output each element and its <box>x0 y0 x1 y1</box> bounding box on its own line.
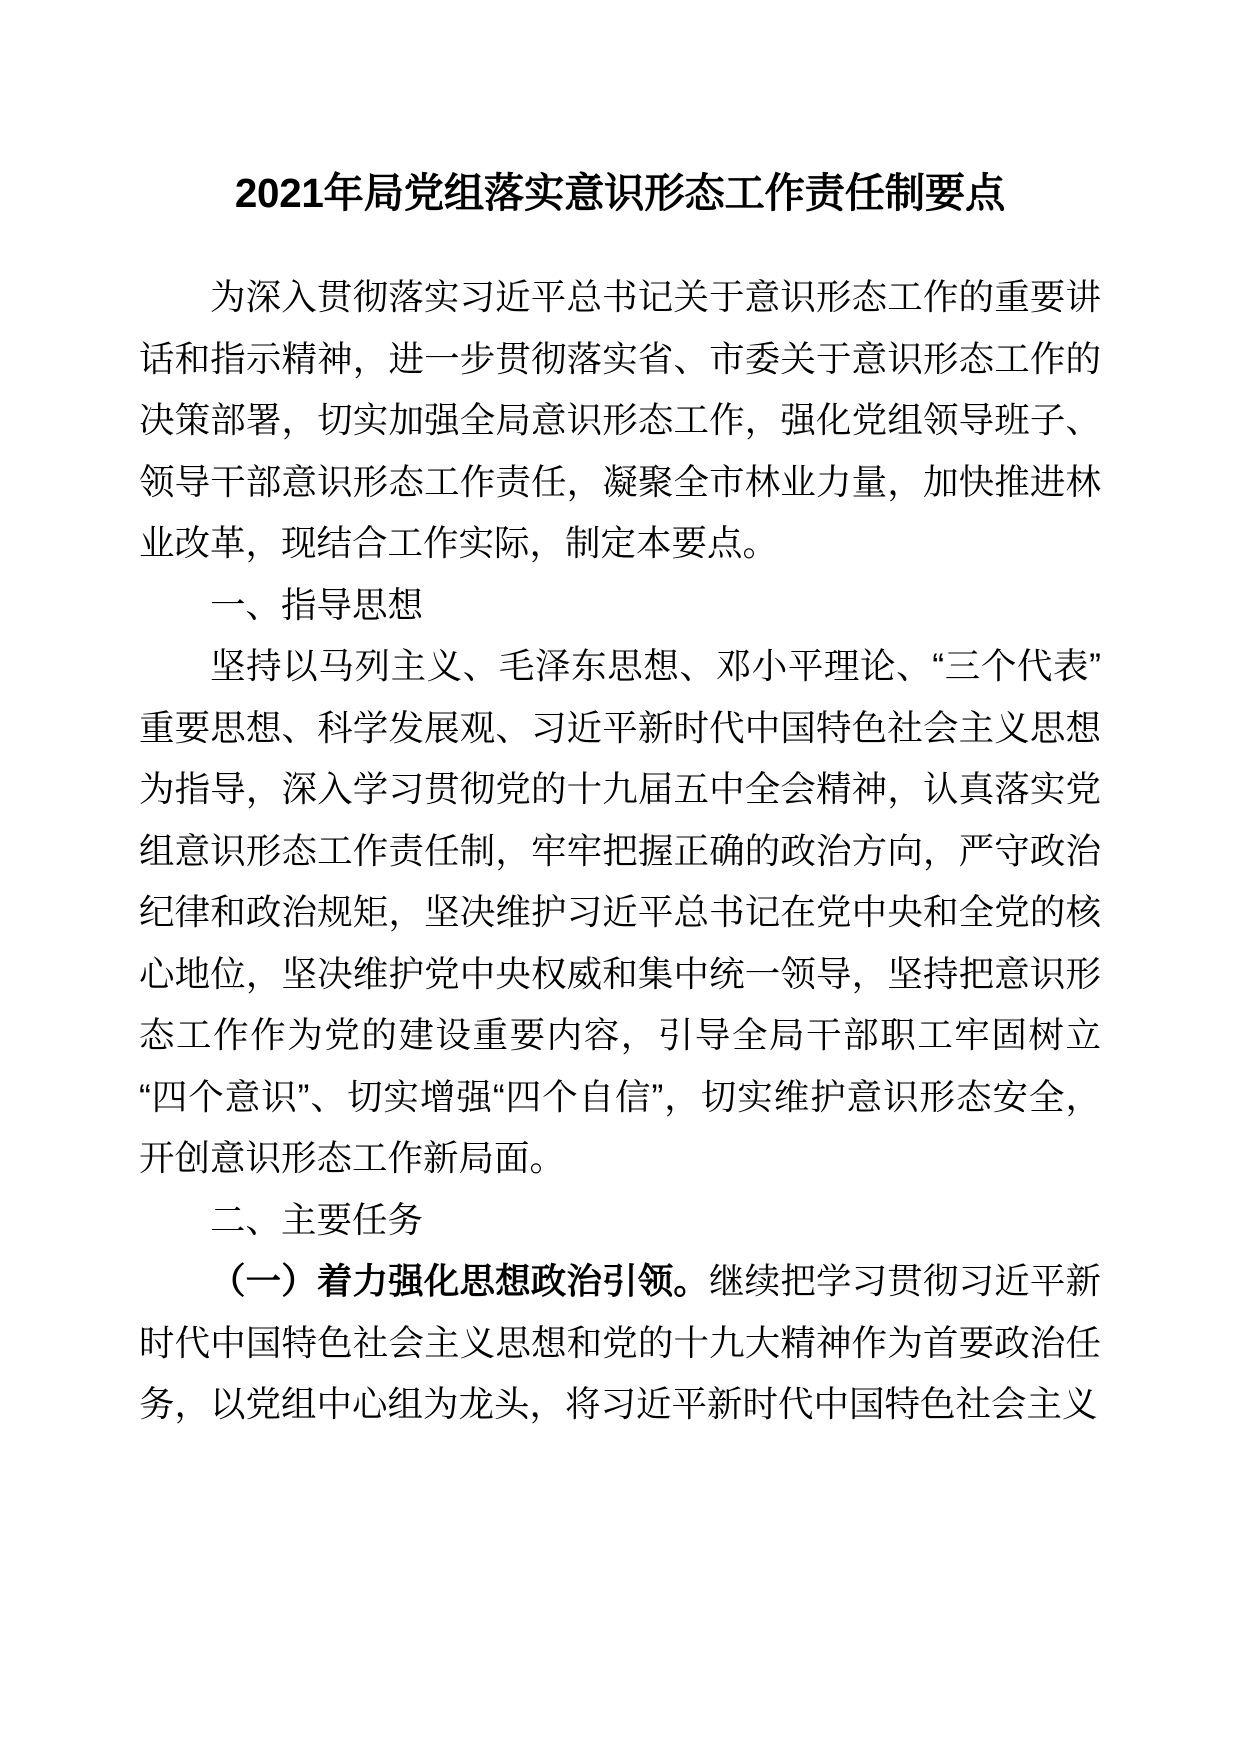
section-2-item-1-lead: （一）着力强化思想政治引领。 <box>210 1261 710 1302</box>
section-heading-2: 二、主要任务 <box>210 1199 424 1240</box>
section-2-item-1 <box>139 1251 1101 1436</box>
section-2-item-1-body: 继续把学习贯彻习近平新时代中国特色社会主义思想和党的十九大精神作为首要政治任务，以党组中心组为龙头，将习近平新时代中国特色社会主义 <box>139 1261 1101 1425</box>
section-body-1: 坚持以马列主义、毛泽东思想、邓小平理论、“三个代表”重要思想、科学发展观、习近平新时代中国特色社会主义思想为指导，深入学习贯彻党的十九届五中全会精神，认真落实党组意识形态工作责任制，牢牢把握正确的政治方向，严守政治纪律和政治规矩，坚决维护习近平总书记在党中央和全党的核心地位，坚决维护党中央权威和集中统一领导，坚持把意识形态工作作为党的建设重要内容，引导全局干部职工牢固树立“四个意识”、切实增强“四个自信”，切实维护意识形态安全，开创意识形态工作新局面。 <box>139 646 1101 1179</box>
document-content <box>139 0 1101 1436</box>
page-title: 2021年局党组落实意识形态工作责任制要点 <box>234 170 1006 216</box>
section-heading-1: 一、指导思想 <box>210 584 424 625</box>
preamble-paragraph: 为深入贯彻落实习近平总书记关于意识形态工作的重要讲话和指示精神，进一步贯彻落实省、市委关于意识形态工作的决策部署，切实加强全局意识形态工作，强化党组领导班子、领导干部意识形态工作责任，凝聚全市林业力量，加快推进林业改革，现结合工作实际，制定本要点。 <box>139 277 1101 564</box>
